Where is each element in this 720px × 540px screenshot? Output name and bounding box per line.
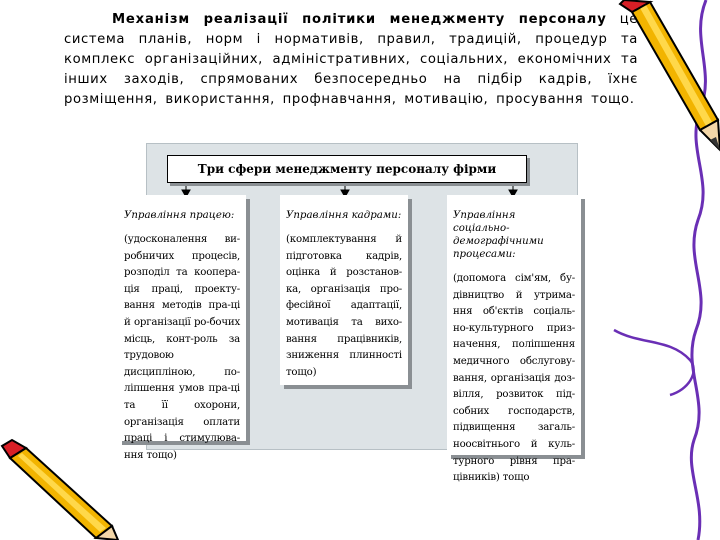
column-social-management: [447, 195, 581, 484]
intro-title: Механізм реалізації політики менеджменту персоналу: [112, 12, 607, 27]
column-personnel-management: [280, 195, 408, 385]
column-body: (удосконалення ви-робничих процесів, розподіл та коопера-ція праці, проекту-вання методів пра-ці й організації ро-бочих місць, конт-роль за трудовою дисципліною, по-ліпшення умов пра-ці та її охорони, організація оплати праці і стимулюва-ння тощо): [124, 234, 240, 461]
column-body: (допомога сім'ям, бу-дівництво й утрима-ння об'єктів соціаль-но-культурного приз-начення, поліпшення медичного обслугову-вання, організація доз-вілля, розвиток під-собних господарств, підвищення загаль-ноосвітнього й куль-турного рівня пра-цівників) тощо: [453, 273, 575, 484]
column-heading: Управління кадрами:: [286, 210, 402, 221]
intro-text: це система планів, норм і нормативів, правил, традицій, процедур та комплекс організаційних, адміністративних, соціальних, економічних та інших заходів, спрямованих безпосередньо на підбір кадрів, їхнє розміщення, використання, профнавчання, мотивацію, просування тощо.: [64, 12, 638, 107]
column-body: (комплектування й підготовка кадрів, оцінка й розстанов-ка, організація про-фесійної адаптації, мотивація та вихо-вання працівників, зниження плинності тощо): [286, 234, 402, 378]
column-heading: Управління соціально-демографічними процесами:: [453, 210, 544, 260]
diagram-title: Три сфери менеджменту персоналу фірми: [167, 155, 527, 183]
column-heading: Управління працею:: [124, 210, 235, 221]
column-labor-management: [118, 195, 246, 461]
